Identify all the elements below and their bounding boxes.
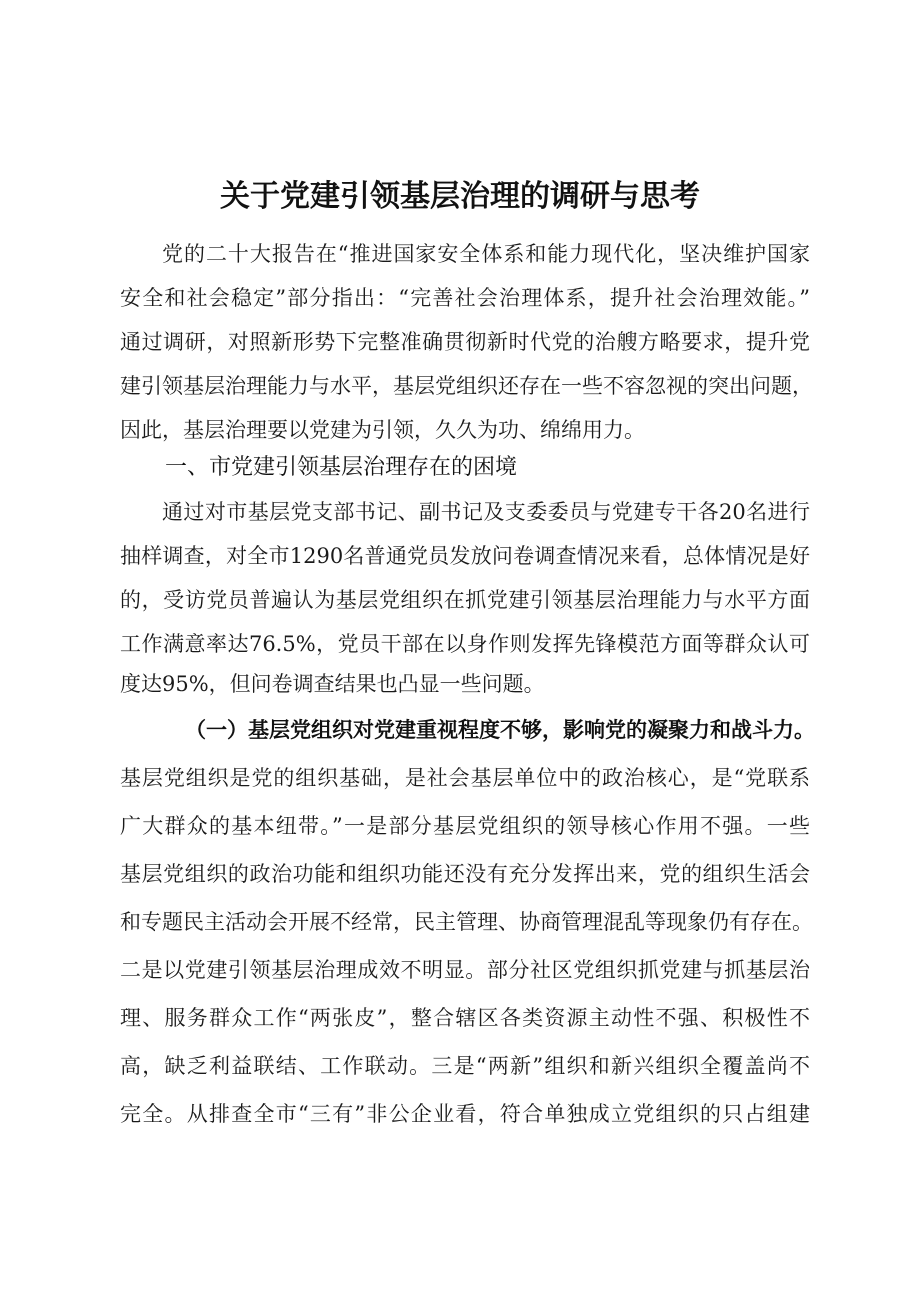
subsection-heading: （一）基层党组织对党建重视程度不够，影响党的凝聚力和战斗力。 xyxy=(185,717,815,742)
subsection-line: 和专题民主活动会开展不经常，民主管理、协商管理混乱等现象仍有存在。 xyxy=(120,910,813,934)
intro-line: 建引领基层治理能力与水平，基层党组织还存在一些不容忽视的突出问题， xyxy=(120,374,813,398)
section-line: 工作满意率达76.5%，党员干部在以身作则发挥先锋模范方面等群众认可 xyxy=(120,632,810,656)
intro-line: 因此，基层治理要以党建为引领，久久为功、绵绵用力。 xyxy=(120,418,645,442)
section-heading: 一、市党建引领基层治理存在的困境 xyxy=(165,455,518,480)
subsection-line: 理、服务群众工作“两张皮”，整合辖区各类资源主动性不强、积极性不 xyxy=(120,1006,810,1030)
subsection-line: 基层党组织是党的组织基础，是社会基层单位中的政治核心，是“党联系 xyxy=(120,766,810,790)
section-line: 通过对市基层党支部书记、副书记及支委委员与党建专干各20名进行 xyxy=(162,500,810,524)
intro-line: 安全和社会稳定”部分指出：“完善社会治理体系，提升社会治理效能。” xyxy=(120,286,810,310)
subsection-line: 基层党组织的政治功能和组织功能还没有充分发挥出来，党的组织生活会 xyxy=(120,862,810,886)
intro-line: 党的二十大报告在“推进国家安全体系和能力现代化，坚决维护国家 xyxy=(162,242,810,266)
intro-line: 通过调研，对照新形势下完整准确贯彻新时代党的治艘方略要求，提升党 xyxy=(120,330,810,354)
subsection-line: 广大群众的基本纽带。”一是部分基层党组织的领导核心作用不强。一些 xyxy=(120,814,810,838)
section-line: 度达95%，但问卷调查结果也凸显一些问题。 xyxy=(120,672,545,696)
document-title: 关于党建引领基层治理的调研与思考 xyxy=(220,179,700,214)
subsection-line: 完全。从排查全市“三有”非公企业看，符合单独成立党组织的只占组建 xyxy=(120,1102,810,1126)
subsection-line: 高，缺乏利益联结、工作联动。三是“两新”组织和新兴组织全覆盖尚不 xyxy=(120,1054,810,1078)
section-line: 抽样调查，对全市1290名普通党员发放问卷调查情况来看，总体情况是好 xyxy=(120,544,810,568)
subsection-line: 二是以党建引领基层治理成效不明显。部分社区党组织抓党建与抓基层治 xyxy=(120,958,810,982)
section-line: 的，受访党员普遍认为基层党组织在抓党建引领基层治理能力与水平方面 xyxy=(120,588,810,612)
